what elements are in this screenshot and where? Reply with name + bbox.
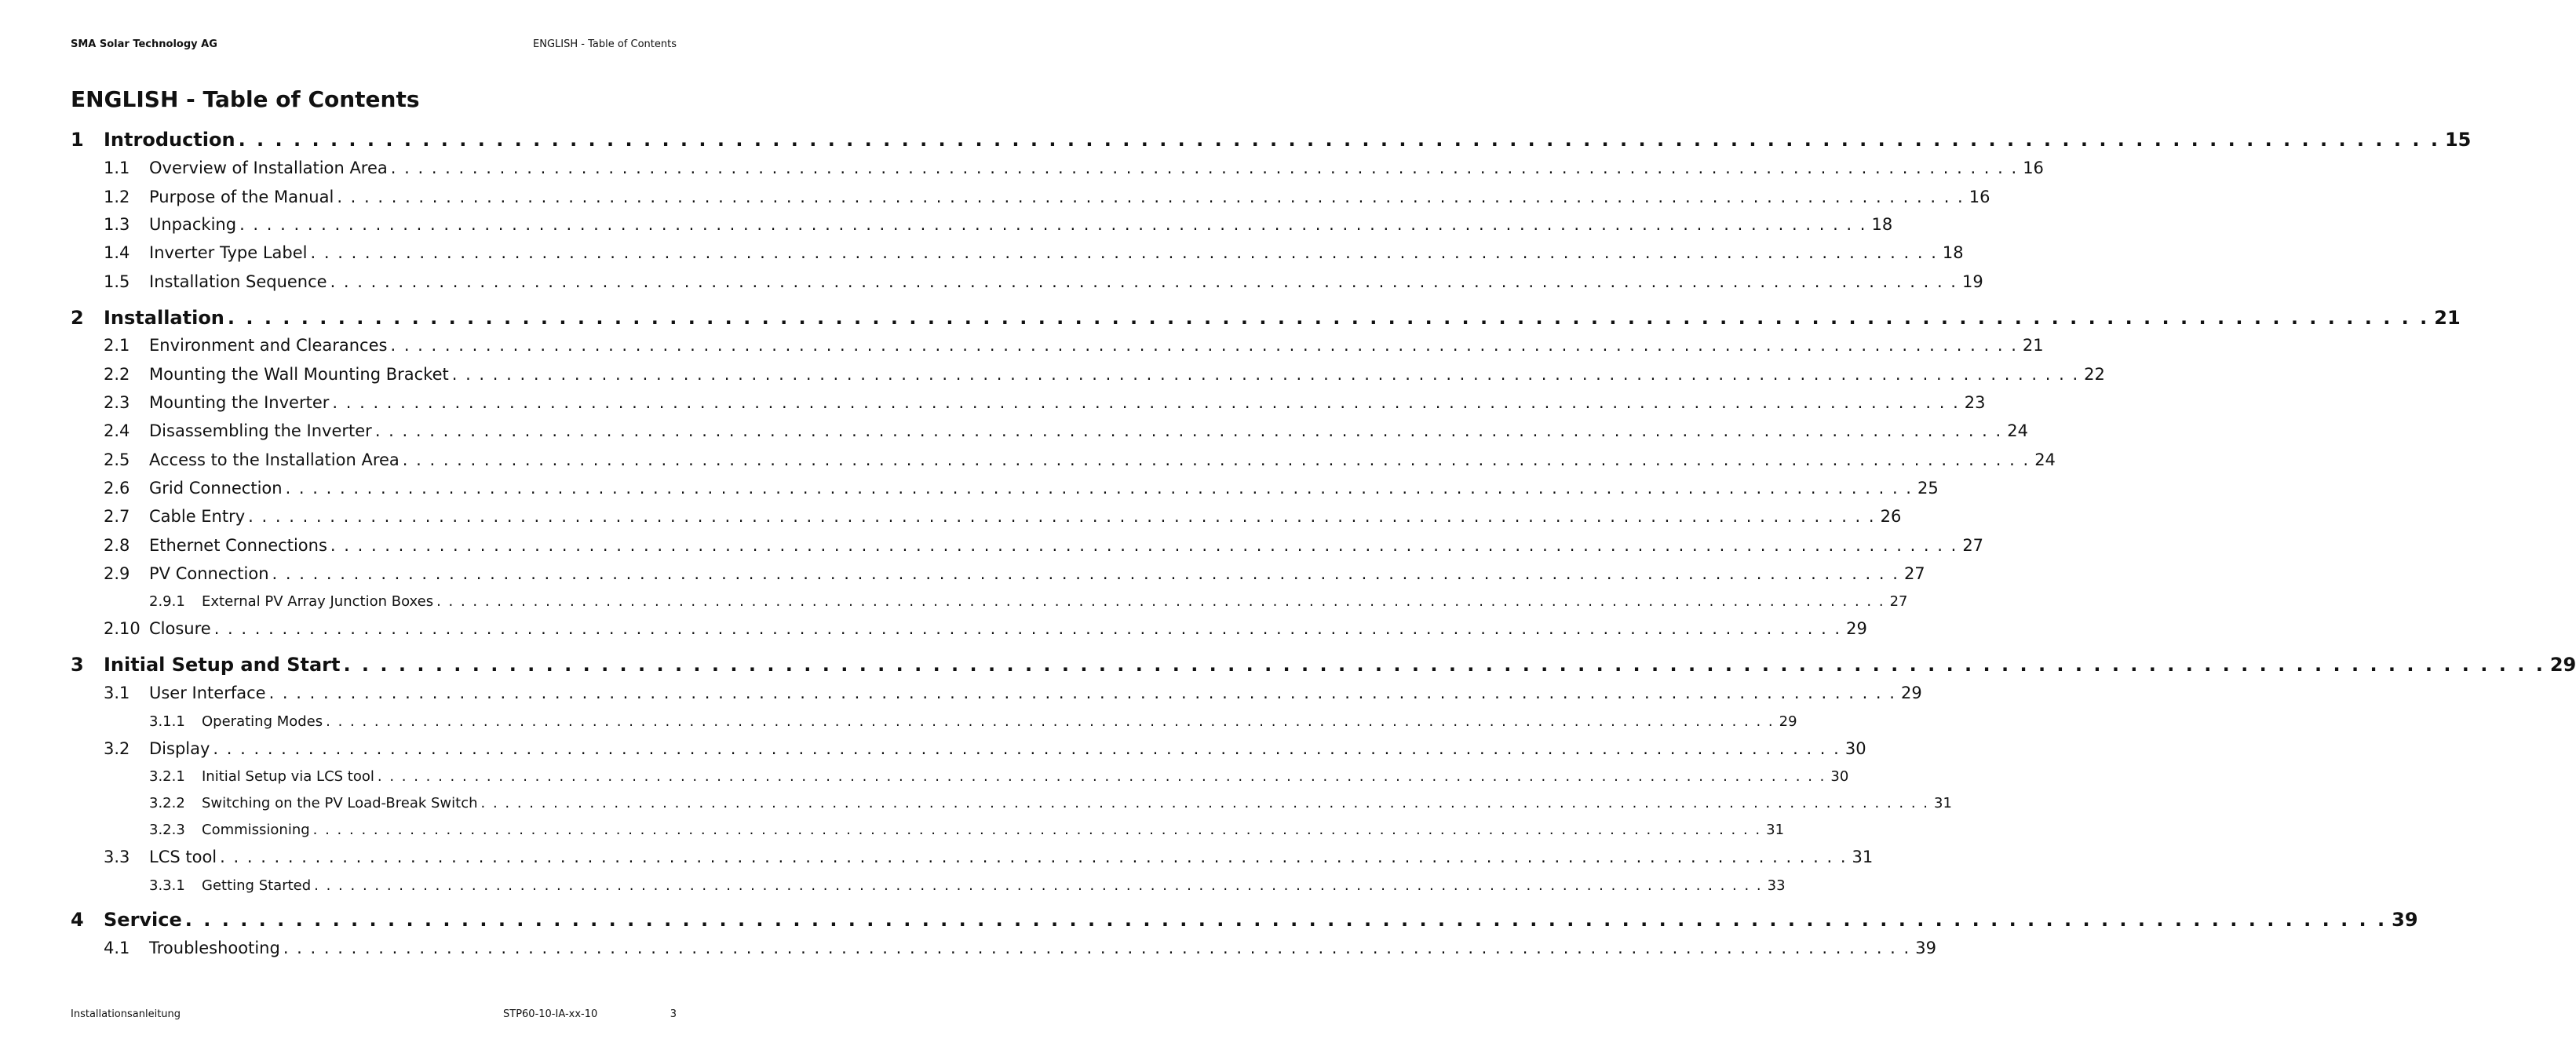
toc-dot-leader: . . . . . . . . . . . . . . . . . . . . . . . . . . . . . . . . . . . . . . . . . . . . . . . . . . . . . . . . . . . . . . . . . . . . . . . . . . . . . . . . . . . . . . . . . . . . . . . . . . . . . . . . . . . . . . . . . . . . . . . . [314,877,1763,894]
toc-entry-number: 2.5 [104,450,130,469]
toc-entry-label: PV Connection [149,564,269,583]
toc-entry-label: Initial Setup via LCS tool [202,768,374,785]
toc-entry-page: 30 [1830,768,1849,785]
toc-entry-page: 16 [1968,188,1990,206]
toc-entry-number: 1.2 [104,188,130,206]
toc-dot-leader: . . . . . . . . . . . . . . . . . . . . . . . . . . . . . . . . . . . . . . . . . . . . . . . . . . . . . . . . . . . . . . . . . . . . . . . . . . . . . . . . . . . . . . . . . . . . . . . . . . . . . . . . . . . . . . . . . . . . . . . . [390,336,2018,355]
toc-entry-page: 15 [2444,129,2472,151]
toc-entry-number: 3.2.2 [149,795,185,811]
toc-entry-number: 2.3 [104,393,130,412]
toc-entry-page: 18 [1942,243,1964,262]
toc-entry-page: 31 [1852,848,1874,866]
toc-dot-leader: . . . . . . . . . . . . . . . . . . . . . . . . . . . . . . . . . . . . . . . . . . . . . . . . . . . . . . . . . . . . . . . . . . . . . . . . . . . . . . . . . . . . . . . . . . . . . . . . . . . . . . . . . . . . . . . . . . . . . . . . [213,739,1841,758]
toc-entry-number: 4 [71,909,84,931]
toc-entry-number: 1.3 [104,215,130,234]
footer-doc-code: STP60-10-IA-xx-10 [503,1008,598,1020]
footer-doc-type: Installationsanleitung [71,1008,181,1020]
toc-entry-label: Introduction [104,129,235,151]
toc-entry-number: 2.10 [104,619,140,638]
toc-entry-level-3[interactable] [71,822,1785,838]
toc-entry-number: 3.3.1 [149,877,185,894]
toc-entry-label: Getting Started [202,877,312,894]
toc-entry-label: Switching on the PV Load-Break Switch [202,795,478,811]
toc-dot-leader: . . . . . . . . . . . . . . . . . . . . . . . . . . . . . . . . . . . . . . . . . . . . . . . . . . . . . . . . . . . . . . . . . . . . . . . . . . . . . . . . . . . . . . . . . . . . . . . . . . . . . . . . . . . . . . . . . . . . . . . . [213,619,1842,638]
toc-entry-number: 3.2.1 [149,768,185,785]
toc-entry-level-2[interactable] [71,536,1984,555]
toc-entry-page: 27 [1962,536,1984,555]
toc-entry-number: 2.7 [104,507,130,526]
toc-entry-level-3[interactable] [71,877,1786,894]
toc-entry-level-2[interactable] [71,739,1866,758]
toc-entry-label: User Interface [149,684,266,702]
toc-dot-leader: . . . . . . . . . . . . . . . . . . . . . . . . . . . . . . . . . . . . . . . . . . . . . . . . . . . . . . . . . . . . . . . . . . . . . . . . . . . . . . . . . . . . . . . . . . . . . . . . . . . . . . . . . . . . . . . . . . . . . . . . [310,243,1938,262]
toc-entry-page: 29 [1900,684,1922,702]
toc-entry-level-2[interactable] [71,507,1902,526]
toc-entry-level-2[interactable] [71,159,2044,177]
page-title: ENGLISH - Table of Contents [71,86,420,112]
toc-entry-label: Troubleshooting [149,939,280,957]
toc-entry-number: 2.2 [104,365,130,384]
toc-entry-page: 31 [1766,822,1785,838]
toc-entry-number: 2.6 [104,479,130,498]
toc-dot-leader: . . . . . . . . . . . . . . . . . . . . . . . . . . . . . . . . . . . . . . . . . . . . . . . . . . . . . . . . . . . . . . . . . . . . . . . . . . . . . . . . . . . . . . . . . . . . . . . . . . . . . . . . . . . . . . . . . . . . . . . . [377,768,1826,785]
toc-entry-page: 30 [1844,739,1866,758]
toc-entry-page: 39 [2392,909,2418,931]
toc-dot-leader: . . . . . . . . . . . . . . . . . . . . . . . . . . . . . . . . . . . . . . . . . . . . . . . . . . . . . . . . . . . . . . . . . . . . . . . . . . . . . . . . . . . . . . . . . . . . . . . . . . . . . . . . . . . . . . . . . . . . . . . . [239,215,1867,234]
toc-entry-label: Installation [104,307,224,329]
toc-entry-level-2[interactable] [71,684,1922,702]
toc-entry-label: Closure [149,619,211,638]
toc-entry-level-2[interactable] [71,479,1939,498]
toc-entry-label: Purpose of the Manual [149,188,334,206]
toc-entry-level-1[interactable] [71,909,2418,931]
toc-entry-number: 3.3 [104,848,130,866]
toc-dot-leader: . . . . . . . . . . . . . . . . . . . . . . . . . . . . . . . . . . . . . . . . . . . . . . . . . . . . . . . . . . . . . . . . . . . . . . . . . . . . . . . . . . . . . . . . . . . . . . . . . . . . . . . . . . . . . . . . . . . . . . . . [390,159,2019,177]
header-section: ENGLISH - Table of Contents [533,38,677,50]
toc-entry-number: 2.9 [104,564,130,583]
toc-entry-page: 19 [1961,272,1983,291]
toc-entry-label: Installation Sequence [149,272,327,291]
toc-entry-label: Service [104,909,182,931]
toc-entry-number: 3.2 [104,739,130,758]
toc-entry-page: 29 [1846,619,1867,638]
toc-entry-level-3[interactable] [71,593,1908,610]
toc-entry-page: 16 [2023,159,2044,177]
toc-entry-level-3[interactable] [71,713,1797,730]
toc-entry-level-2[interactable] [71,243,1964,262]
toc-entry-label: External PV Array Junction Boxes [202,593,434,610]
toc-dot-leader: . . . . . . . . . . . . . . . . . . . . . . . . . . . . . . . . . . . . . . . . . . . . . . . . . . . . . . . . . . . . . . . . . . . . . . . . . . . . . . . . . . . . . . . . . . . . . . . . . . . . . . . . . . . . . . . . . . . . . . . . [402,450,2031,469]
toc-entry-level-2[interactable] [71,450,2056,469]
toc-entry-label: Grid Connection [149,479,283,498]
toc-entry-number: 4.1 [104,939,130,957]
toc-entry-label: Access to the Installation Area [149,450,400,469]
toc-entry-number: 3.1.1 [149,713,185,730]
toc-entry-label: Overview of Installation Area [149,159,388,177]
toc-entry-label: Environment and Clearances [149,336,388,355]
toc-entry-level-2[interactable] [71,619,1867,638]
header-company: SMA Solar Technology AG [71,38,217,50]
toc-entry-level-2[interactable] [71,272,1983,291]
toc-entry-number: 3 [71,654,84,676]
toc-entry-page: 31 [1934,795,1952,811]
toc-entry-label: Ethernet Connections [149,536,327,555]
toc-entry-page: 18 [1871,215,1893,234]
toc-entry-label: Cable Entry [149,507,246,526]
toc-entry-page: 24 [2034,450,2056,469]
toc-dot-leader: . . . . . . . . . . . . . . . . . . . . . . . . . . . . . . . . . . . . . . . . . . . . . . . . . . . . . . . . . . . . . . . . . . . . . . . . . . . . . . . . . . . . . . . . . . . . . . . . . . . . . . . . . . . . . . . . . . . . . . . . [272,564,1899,583]
toc-entry-page: 21 [2022,336,2044,355]
toc-dot-leader: . . . . . . . . . . . . . . . . . . . . . . . . . . . . . . . . . . . . . . . . . . . . . . . . . . . . . . . . . . . . . . . . . . . . . . . . . . . . . . . . . . . . . . . . . . . . . . . . . . . . . . . . . . . . . . . . . . . . . . . . [326,713,1775,730]
toc-entry-page: 33 [1767,877,1786,894]
toc-dot-leader: . . . . . . . . . . . . . . . . . . . . . . . . . . . . . . . . . . . . . . . . . . . . . . . . . . . . . . . . . . . . . . . . . . . . . . . . . . . . . . . . . . . . . . . . . . . . . . . . . . . . . . . . . . . . . . . . . . . . . . . . [238,129,2440,151]
toc-entry-page: 25 [1917,479,1939,498]
toc-entry-level-1[interactable] [71,307,2461,329]
toc-entry-label: Mounting the Wall Mounting Bracket [149,365,449,384]
toc-entry-level-2[interactable] [71,564,1925,583]
toc-entry-number: 3.2.3 [149,822,185,838]
toc-entry-number: 2.4 [104,421,130,440]
toc-entry-label: Inverter Type Label [149,243,308,262]
toc-dot-leader: . . . . . . . . . . . . . . . . . . . . . . . . . . . . . . . . . . . . . . . . . . . . . . . . . . . . . . . . . . . . . . . . . . . . . . . . . . . . . . . . . . . . . . . . . . . . . . . . . . . . . . . . . . . . . . . . . . . . . . . . [268,684,1896,702]
toc-entry-number: 2 [71,307,84,329]
toc-entry-level-2[interactable] [71,393,1986,412]
toc-entry-number: 2.9.1 [149,593,185,610]
toc-entry-level-2[interactable] [71,365,2105,384]
toc-entry-page: 24 [2007,421,2028,440]
toc-dot-leader: . . . . . . . . . . . . . . . . . . . . . . . . . . . . . . . . . . . . . . . . . . . . . . . . . . . . . . . . . . . . . . . . . . . . . . . . . . . . . . . . . . . . . . . . . . . . . . . . . . . . . . . . . . . . . . . . . . . . . . . . [480,795,1929,811]
toc-dot-leader: . . . . . . . . . . . . . . . . . . . . . . . . . . . . . . . . . . . . . . . . . . . . . . . . . . . . . . . . . . . . . . . . . . . . . . . . . . . . . . . . . . . . . . . . . . . . . . . . . . . . . . . . . . . . . . . . . . . . . . . . [330,536,1958,555]
toc-entry-level-2[interactable] [71,215,1893,234]
toc-dot-leader: . . . . . . . . . . . . . . . . . . . . . . . . . . . . . . . . . . . . . . . . . . . . . . . . . . . . . . . . . . . . . . . . . . . . . . . . . . . . . . . . . . . . . . . . . . . . . . . . . . . . . . . . . . . . . . . . . . . . . . . . [330,272,1958,291]
toc-entry-number: 3.1 [104,684,130,702]
toc-entry-page: 23 [1964,393,1986,412]
toc-entry-number: 1 [71,129,84,151]
toc-entry-label: Commissioning [202,822,310,838]
toc-entry-number: 1.1 [104,159,130,177]
toc-entry-page: 26 [1880,507,1902,526]
toc-entry-level-1[interactable] [71,129,2472,151]
toc-entry-label: Unpacking [149,215,237,234]
toc-entry-number: 1.5 [104,272,130,291]
toc-entry-level-2[interactable] [71,336,2044,355]
toc-entry-number: 2.1 [104,336,130,355]
toc-entry-label: LCS tool [149,848,217,866]
toc-entry-level-3[interactable] [71,795,1952,811]
toc-dot-leader: . . . . . . . . . . . . . . . . . . . . . . . . . . . . . . . . . . . . . . . . . . . . . . . . . . . . . . . . . . . . . . . . . . . . . . . . . . . . . . . . . . . . . . . . . . . . . . . . . . . . . . . . . . . . . . . . . . . . . . . . [220,848,1848,866]
toc-entry-page: 21 [2434,307,2461,329]
toc-dot-leader: . . . . . . . . . . . . . . . . . . . . . . . . . . . . . . . . . . . . . . . . . . . . . . . . . . . . . . . . . . . . . . . . . . . . . . . . . . . . . . . . . . . . . . . . . . . . . . . . . . . . . . . . . . . . . . . . . . . . . . . . [374,421,2003,440]
toc-entry-page: 27 [1889,593,1908,610]
toc-dot-leader: . . . . . . . . . . . . . . . . . . . . . . . . . . . . . . . . . . . . . . . . . . . . . . . . . . . . . . . . . . . . . . . . . . . . . . . . . . . . . . . . . . . . . . . . . . . . . . . . . . . . . . . . . . . . . . . . . . . . . . . . [451,365,2080,384]
toc-dot-leader: . . . . . . . . . . . . . . . . . . . . . . . . . . . . . . . . . . . . . . . . . . . . . . . . . . . . . . . . . . . . . . . . . . . . . . . . . . . . . . . . . . . . . . . . . . . . . . . . . . . . . . . . . . . . . . . . . . . . . . . . [285,479,1913,498]
toc-entry-level-2[interactable] [71,848,1874,866]
toc-dot-leader: . . . . . . . . . . . . . . . . . . . . . . . . . . . . . . . . . . . . . . . . . . . . . . . . . . . . . . . . . . . . . . . . . . . . . . . . . . . . . . . . . . . . . . . . . . . . . . . . . . . . . . . . . . . . . . . . . . . . . . . . [227,307,2430,329]
toc-entry-level-2[interactable] [71,939,1936,957]
toc-entry-label: Mounting the Inverter [149,393,330,412]
toc-dot-leader: . . . . . . . . . . . . . . . . . . . . . . . . . . . . . . . . . . . . . . . . . . . . . . . . . . . . . . . . . . . . . . . . . . . . . . . . . . . . . . . . . . . . . . . . . . . . . . . . . . . . . . . . . . . . . . . . . . . . . . . . [283,939,1911,957]
toc-entry-label: Disassembling the Inverter [149,421,372,440]
toc-entry-label: Operating Modes [202,713,323,730]
toc-entry-page: 39 [1915,939,1936,957]
toc-entry-page: 27 [1903,564,1925,583]
toc-entry-level-3[interactable] [71,768,1849,785]
toc-dot-leader: . . . . . . . . . . . . . . . . . . . . . . . . . . . . . . . . . . . . . . . . . . . . . . . . . . . . . . . . . . . . . . . . . . . . . . . . . . . . . . . . . . . . . . . . . . . . . . . . . . . . . . . . . . . . . . . . . . . . . . . . [248,507,1876,526]
toc-entry-page: 22 [2084,365,2105,384]
footer-page-number: 3 [670,1008,677,1020]
toc-entry-level-1[interactable] [71,654,2576,676]
toc-dot-leader: . . . . . . . . . . . . . . . . . . . . . . . . . . . . . . . . . . . . . . . . . . . . . . . . . . . . . . . . . . . . . . . . . . . . . . . . . . . . . . . . . . . . . . . . . . . . . . . . . . . . . . . . . . . . . . . . . . . . . . . . [312,822,1762,838]
toc-entry-label: Display [149,739,210,758]
toc-dot-leader: . . . . . . . . . . . . . . . . . . . . . . . . . . . . . . . . . . . . . . . . . . . . . . . . . . . . . . . . . . . . . . . . . . . . . . . . . . . . . . . . . . . . . . . . . . . . . . . . . . . . . . . . . . . . . . . . . . . . . . . . [184,909,2388,931]
toc-entry-page: 29 [1779,713,1797,730]
toc-entry-number: 1.4 [104,243,130,262]
toc-dot-leader: . . . . . . . . . . . . . . . . . . . . . . . . . . . . . . . . . . . . . . . . . . . . . . . . . . . . . . . . . . . . . . . . . . . . . . . . . . . . . . . . . . . . . . . . . . . . . . . . . . . . . . . . . . . . . . . . . . . . . . . . [343,654,2545,676]
toc-entry-page: 29 [2549,654,2576,676]
toc-entry-level-2[interactable] [71,421,2028,440]
toc-entry-level-2[interactable] [71,188,1990,206]
toc-dot-leader: . . . . . . . . . . . . . . . . . . . . . . . . . . . . . . . . . . . . . . . . . . . . . . . . . . . . . . . . . . . . . . . . . . . . . . . . . . . . . . . . . . . . . . . . . . . . . . . . . . . . . . . . . . . . . . . . . . . . . . . . [332,393,1960,412]
toc-dot-leader: . . . . . . . . . . . . . . . . . . . . . . . . . . . . . . . . . . . . . . . . . . . . . . . . . . . . . . . . . . . . . . . . . . . . . . . . . . . . . . . . . . . . . . . . . . . . . . . . . . . . . . . . . . . . . . . . . . . . . . . . [337,188,1965,206]
toc-dot-leader: . . . . . . . . . . . . . . . . . . . . . . . . . . . . . . . . . . . . . . . . . . . . . . . . . . . . . . . . . . . . . . . . . . . . . . . . . . . . . . . . . . . . . . . . . . . . . . . . . . . . . . . . . . . . . . . . . . . . . . . . [436,593,1885,610]
toc-entry-number: 2.8 [104,536,130,555]
toc-entry-label: Initial Setup and Start [104,654,341,676]
